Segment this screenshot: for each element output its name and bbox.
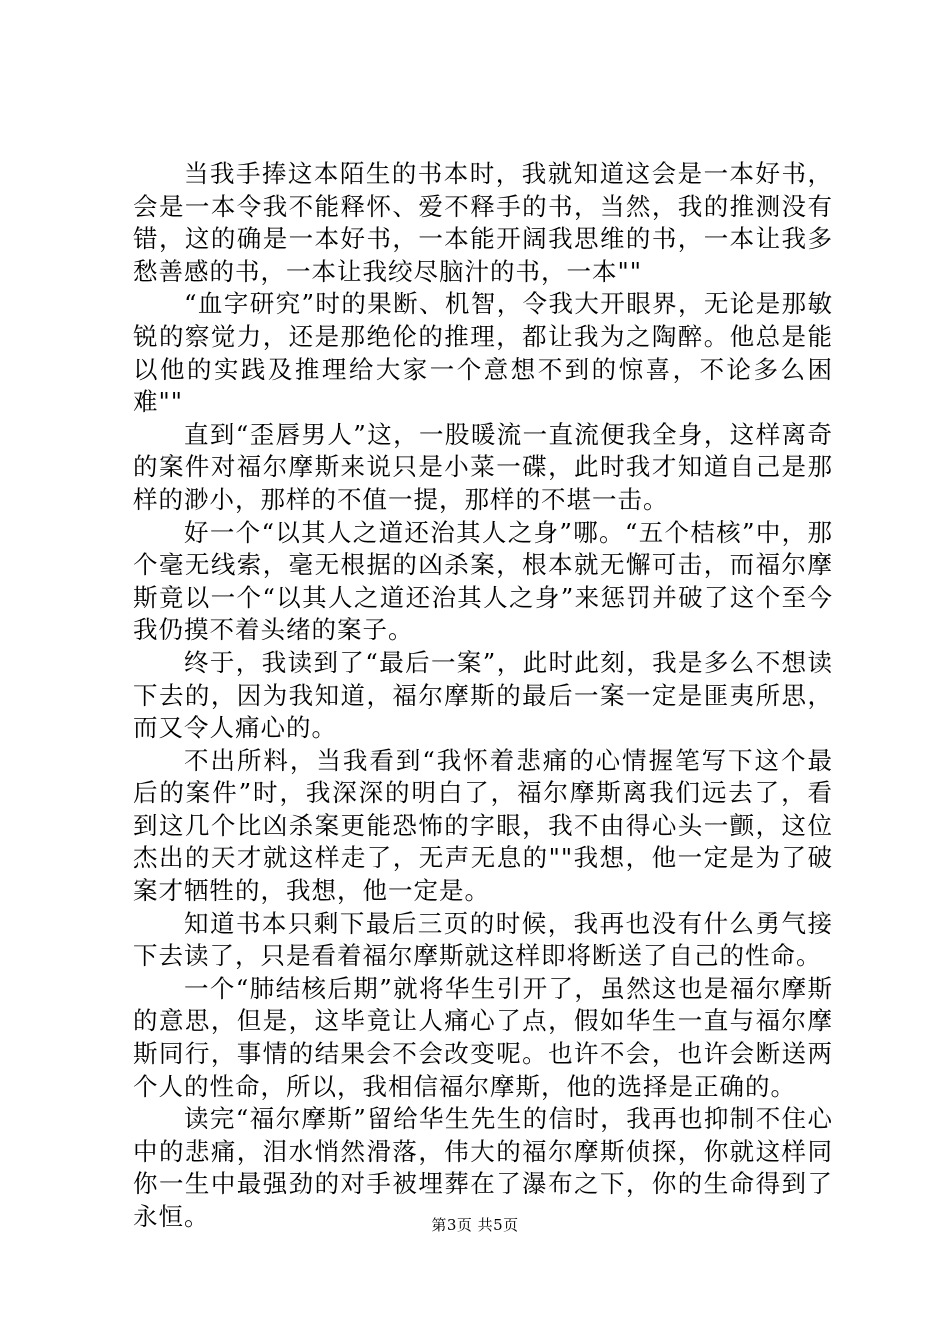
paragraph-6: 不出所料，当我看到“我怀着悲痛的心情握笔写下这个最后的案件”时，我深深的明白了，福尔摩斯离我们远去了，看到这几个比凶杀案更能恐怖的字眼，我不由得心头一颤，这位杰出的天才就这样走了，无声无息的""我想，他一定是为了破案才牺牲的，我想，他一定是。 [133,745,833,906]
paragraph-9: 读完“福尔摩斯”留给华生先生的信时，我再也抑制不住心中的悲痛，泪水悄然滑落，伟大的福尔摩斯侦探，你就这样同你一生中最强劲的对手被埋葬在了瀑布之下，你的生命得到了永恒。 [133,1104,833,1231]
paragraph-5: 终于，我读到了“最后一案”，此时此刻，我是多么不想读下去的，因为我知道，福尔摩斯的最后一案一定是匪夷所思，而又令人痛心的。 [133,647,833,743]
paragraph-3: 直到“歪唇男人”这，一股暖流一直流便我全身，这样离奇的案件对福尔摩斯来说只是小菜一碟，此时我才知道自己是那样的渺小，那样的不值一提，那样的不堪一击。 [133,419,833,514]
body-text [133,158,833,1234]
paragraph-8: 一个“肺结核后期”就将华生引开了，虽然这也是福尔摩斯的意思，但是，这毕竟让人痛心了点，假如华生一直与福尔摩斯同行，事情的结果会不会改变呢。也许不会，也许会断送两个人的性命，所以，我相信福尔摩斯，他的选择是正确的。 [133,973,833,1101]
page-footer: 第3页 共5页 [431,1216,519,1234]
paragraph-2: “血字研究”时的果断、机智，令我大开眼界，无论是那敏锐的察觉力，还是那绝伦的推理，都让我为之陶醉。他总是能以他的实践及推理给大家一个意想不到的惊喜，不论多么困难"" [133,289,833,417]
paragraph-4: 好一个“以其人之道还治其人之身”哪。“五个桔核”中，那个毫无线索，毫无根据的凶杀案，根本就无懈可击，而福尔摩斯竟以一个“以其人之道还治其人之身”来惩罚并破了这个至今我仍摸不着头绪的案子。 [133,517,833,645]
paragraph-7: 知道书本只剩下最后三页的时候，我再也没有什么勇气接下去读了，只是看着福尔摩斯就这样即将断送了自己的性命。 [133,908,833,971]
paragraph-1: 当我手捧这本陌生的书本时，我就知道这会是一本好书，会是一本令我不能释怀、爱不释手的书，当然，我的推测没有错，这的确是一本好书，一本能开阔我思维的书，一本让我多愁善感的书，一本让我绞尽脑汁的书，一本"" [133,159,833,286]
